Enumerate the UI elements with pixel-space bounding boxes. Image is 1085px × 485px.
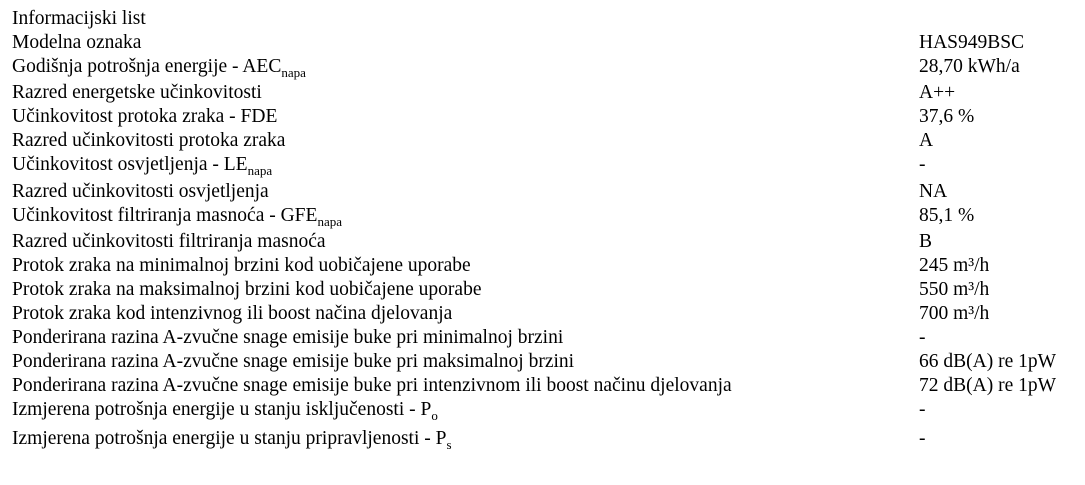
row-value: 37,6 %	[919, 106, 975, 128]
row-value: A	[919, 130, 934, 152]
row-noise-minimum-speed	[12, 326, 1077, 350]
row-value: HAS949BSC	[919, 32, 1025, 53]
row-airflow-boost-mode	[12, 302, 1077, 326]
row-label: Učinkovitost osvjetljenja - $LE_{napa}$	[12, 154, 273, 179]
row-lighting-efficiency	[12, 153, 1077, 179]
row-label: Učinkovitost protoka zraka - FDE	[12, 106, 278, 128]
row-model-designation	[12, 31, 1077, 55]
row-grease-filtering-efficiency	[12, 204, 1077, 230]
row-label: Modelna oznaka	[12, 32, 142, 53]
row-airflow-minimum-speed	[12, 254, 1077, 278]
row-label: Izmjerena potrošnja energije u stanju isključenosti - $P_o$	[12, 398, 438, 423]
row-noise-boost-mode	[12, 374, 1077, 398]
subscript: napa	[281, 65, 306, 80]
row-value: 85,1 %	[919, 204, 975, 226]
row-label: Protok zraka na maksimalnoj brzini kod uobičajene uporabe	[12, 278, 482, 300]
row-energy-efficiency-class	[12, 81, 1077, 105]
row-value: NA	[919, 180, 948, 202]
row-label: Razred energetske učinkovitosti	[12, 82, 262, 104]
information-sheet	[12, 7, 1077, 456]
row-label: Izmjerena potrošnja energije u stanju pripravljenosti - $P_s$	[12, 427, 452, 452]
row-value: 72 dB(A) re 1pW	[919, 374, 1057, 396]
row-lighting-efficiency-class	[12, 180, 1077, 204]
row-value: -	[919, 154, 926, 176]
row-value: -	[919, 326, 926, 348]
row-label: Protok zraka kod intenzivnog ili boost načina djelovanja	[12, 302, 453, 324]
row-label: Ponderirana razina A-zvučne snage emisije buke pri maksimalnoj brzini	[12, 350, 575, 372]
row-label: Protok zraka na minimalnoj brzini kod uobičajene uporabe	[12, 254, 471, 276]
row-annual-energy-consumption	[12, 55, 1077, 81]
row-label: Razred učinkovitosti osvjetljenja	[12, 180, 269, 202]
row-value: 66 dB(A) re 1pW	[919, 350, 1057, 372]
row-label: Učinkovitost filtriranja masnoća - $GFE_{napa}$	[12, 204, 342, 229]
row-value: A++	[919, 82, 956, 104]
row-label: Godišnja potrošnja energije - $AEC_{napa}$	[12, 56, 306, 80]
row-label: Razred učinkovitosti filtriranja masnoća	[12, 230, 326, 252]
subscript: o	[431, 407, 438, 423]
subscript: napa	[247, 163, 273, 179]
row-value: -	[919, 427, 926, 449]
row-value: 700 m³/h	[919, 302, 990, 324]
row-label: Ponderirana razina A-zvučne snage emisije buke pri minimalnoj brzini	[12, 326, 564, 348]
sheet-title: Informacijski list	[12, 8, 146, 29]
row-noise-maximum-speed	[12, 350, 1077, 374]
subscript: s	[446, 436, 452, 452]
row-value: -	[919, 398, 926, 420]
row-value: B	[919, 230, 933, 252]
row-grease-filtering-efficiency-class	[12, 230, 1077, 254]
row-airflow-maximum-speed	[12, 278, 1077, 302]
row-label: Ponderirana razina A-zvučne snage emisije buke pri intenzivnom ili boost načinu djelovanja	[12, 374, 732, 396]
row-value: 550 m³/h	[919, 278, 990, 300]
row-power-standby-mode	[12, 427, 1077, 456]
row-fluid-dynamic-efficiency-class	[12, 129, 1077, 153]
row-value: 245 m³/h	[919, 254, 990, 276]
row-power-off-mode	[12, 398, 1077, 427]
row-label: Razred učinkovitosti protoka zraka	[12, 130, 286, 152]
row-fluid-dynamic-efficiency	[12, 105, 1077, 129]
subscript: napa	[317, 213, 342, 229]
row-value: 28,70 kWh/a	[919, 56, 1020, 77]
